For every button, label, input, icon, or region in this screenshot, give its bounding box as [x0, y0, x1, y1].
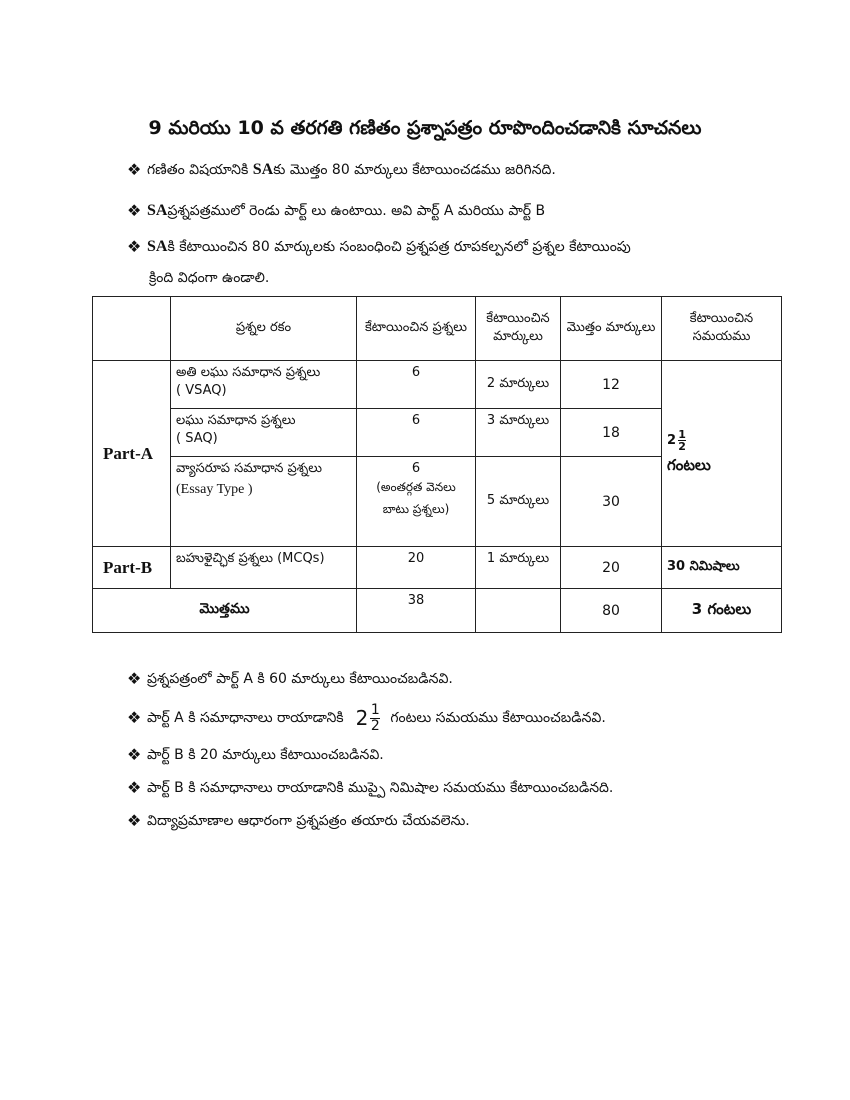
bottom-bullet-time: ❖ పార్ట్ A కి సమాధానాలు రాయాడానికి 2 1 2 గంటలు సమయము కేటాయించబడినవి.: [127, 700, 606, 736]
total-marks: 80: [561, 589, 662, 633]
part-b-label: Part-B: [93, 547, 171, 589]
diamond-bullet-icon: ❖: [127, 708, 142, 727]
total-label: మొత్తము: [93, 589, 357, 633]
total-time: 3 గంటలు: [662, 589, 782, 633]
table-row: [93, 361, 782, 409]
row-questions: 20: [357, 547, 476, 589]
row-marks: 5 మార్కులు: [476, 457, 561, 547]
part-a-time: 2 $\frac{1}{2}$ గంటలు: [662, 361, 782, 547]
header-assigned-time: కేటాయించిన సమయము: [662, 297, 782, 361]
bottom-bullet-2: ❖ పార్ట్ B కి 20 మార్కులు కేటాయించబడినవి.: [127, 740, 384, 770]
total-questions: 38: [357, 589, 476, 633]
row-marks: 2 మార్కులు: [476, 361, 561, 409]
row-questions: 6 (అంతర్గత వెనలు బాటు ప్రశ్నలు): [357, 457, 476, 547]
diamond-bullet-icon: ❖: [127, 811, 142, 830]
row-marks: 3 మార్కులు: [476, 409, 561, 457]
row-type-essay: వ్యాసరూప సమాధాన ప్రశ్నలు (Essay Type ): [171, 457, 357, 547]
header-total-marks: మొత్తం మార్కులు: [561, 297, 662, 361]
fraction: $\frac{1}{2}$: [678, 428, 686, 453]
table-row: [93, 547, 782, 589]
marks-distribution-table: [92, 296, 782, 633]
header-question-type: ప్రశ్నల రకం: [171, 297, 357, 361]
intro-bullet-3: ❖ SA కి కేటాయించిన 80 మార్కులకు సంబంధించి ప్రశ్నపత్ర రూపకల్పనలో ప్రశ్నల కేటాయింపు: [127, 232, 631, 262]
row-total: 18: [561, 409, 662, 457]
diamond-bullet-icon: ❖: [127, 160, 142, 179]
row-total: 12: [561, 361, 662, 409]
table-total-row: [93, 589, 782, 633]
header-assigned-questions: కేటాయించిన ప్రశ్నలు: [357, 297, 476, 361]
table-header-row: [93, 297, 782, 361]
row-marks: 1 మార్కులు: [476, 547, 561, 589]
diamond-bullet-icon: ❖: [127, 237, 142, 256]
bottom-bullet-3: ❖ పార్ట్ B కి సమాధానాలు రాయాడానికి ముప్పై నిమిషాల సమయము కేటాయించబడినది.: [127, 773, 613, 803]
part-b-time: 30 నిమిషాలు: [662, 547, 782, 589]
bottom-bullet-1: ❖ ప్రశ్నపత్రంలో పార్ట్ A కి 60 మార్కులు కేటాయించబడినవి.: [127, 664, 453, 694]
row-total: 20: [561, 547, 662, 589]
row-questions: 6: [357, 361, 476, 409]
diamond-bullet-icon: ❖: [127, 669, 142, 688]
row-questions: 6: [357, 409, 476, 457]
diamond-bullet-icon: ❖: [127, 201, 142, 220]
row-total: 30: [561, 457, 662, 547]
row-type-saq: లఘు సమాధాన ప్రశ్నలు ( SAQ): [171, 409, 357, 457]
header-empty: [93, 297, 171, 361]
bottom-bullet-4: ❖ విద్యాప్రమాణాల ఆధారంగా ప్రశ్నపత్రం తయారు చేయవలెను.: [127, 806, 470, 836]
diamond-bullet-icon: ❖: [127, 745, 142, 764]
fraction: 1 2: [370, 701, 380, 734]
row-type-vsaq: అతి లఘు సమాధాన ప్రశ్నలు ( VSAQ): [171, 361, 357, 409]
page-title: 9 మరియు 10 వ తరగతి గణితం ప్రశ్నాపత్రం రూపొందించడానికి సూచనలు: [148, 117, 702, 139]
header-assigned-marks: కేటాయించిన మార్కులు: [476, 297, 561, 361]
intro-bullet-1: ❖ గణితం విషయానికి SA కు మొత్తం 80 మార్కులు కేటాయించడము జరిగినది.: [127, 155, 556, 185]
diamond-bullet-icon: ❖: [127, 778, 142, 797]
intro-bullet-2: ❖ SA ప్రశ్నపత్రములో రెండు పార్ట్ లు ఉంటాయి. అవి పార్ట్ A మరియు పార్ట్ B: [127, 196, 545, 226]
part-a-label: Part-A: [93, 361, 171, 547]
total-marks-empty: [476, 589, 561, 633]
intro-continuation: క్రింది విధంగా ఉండాలి.: [149, 270, 270, 286]
row-type-mcq: బహుళైచ్ఛిక ప్రశ్నలు (MCQs): [171, 547, 357, 589]
